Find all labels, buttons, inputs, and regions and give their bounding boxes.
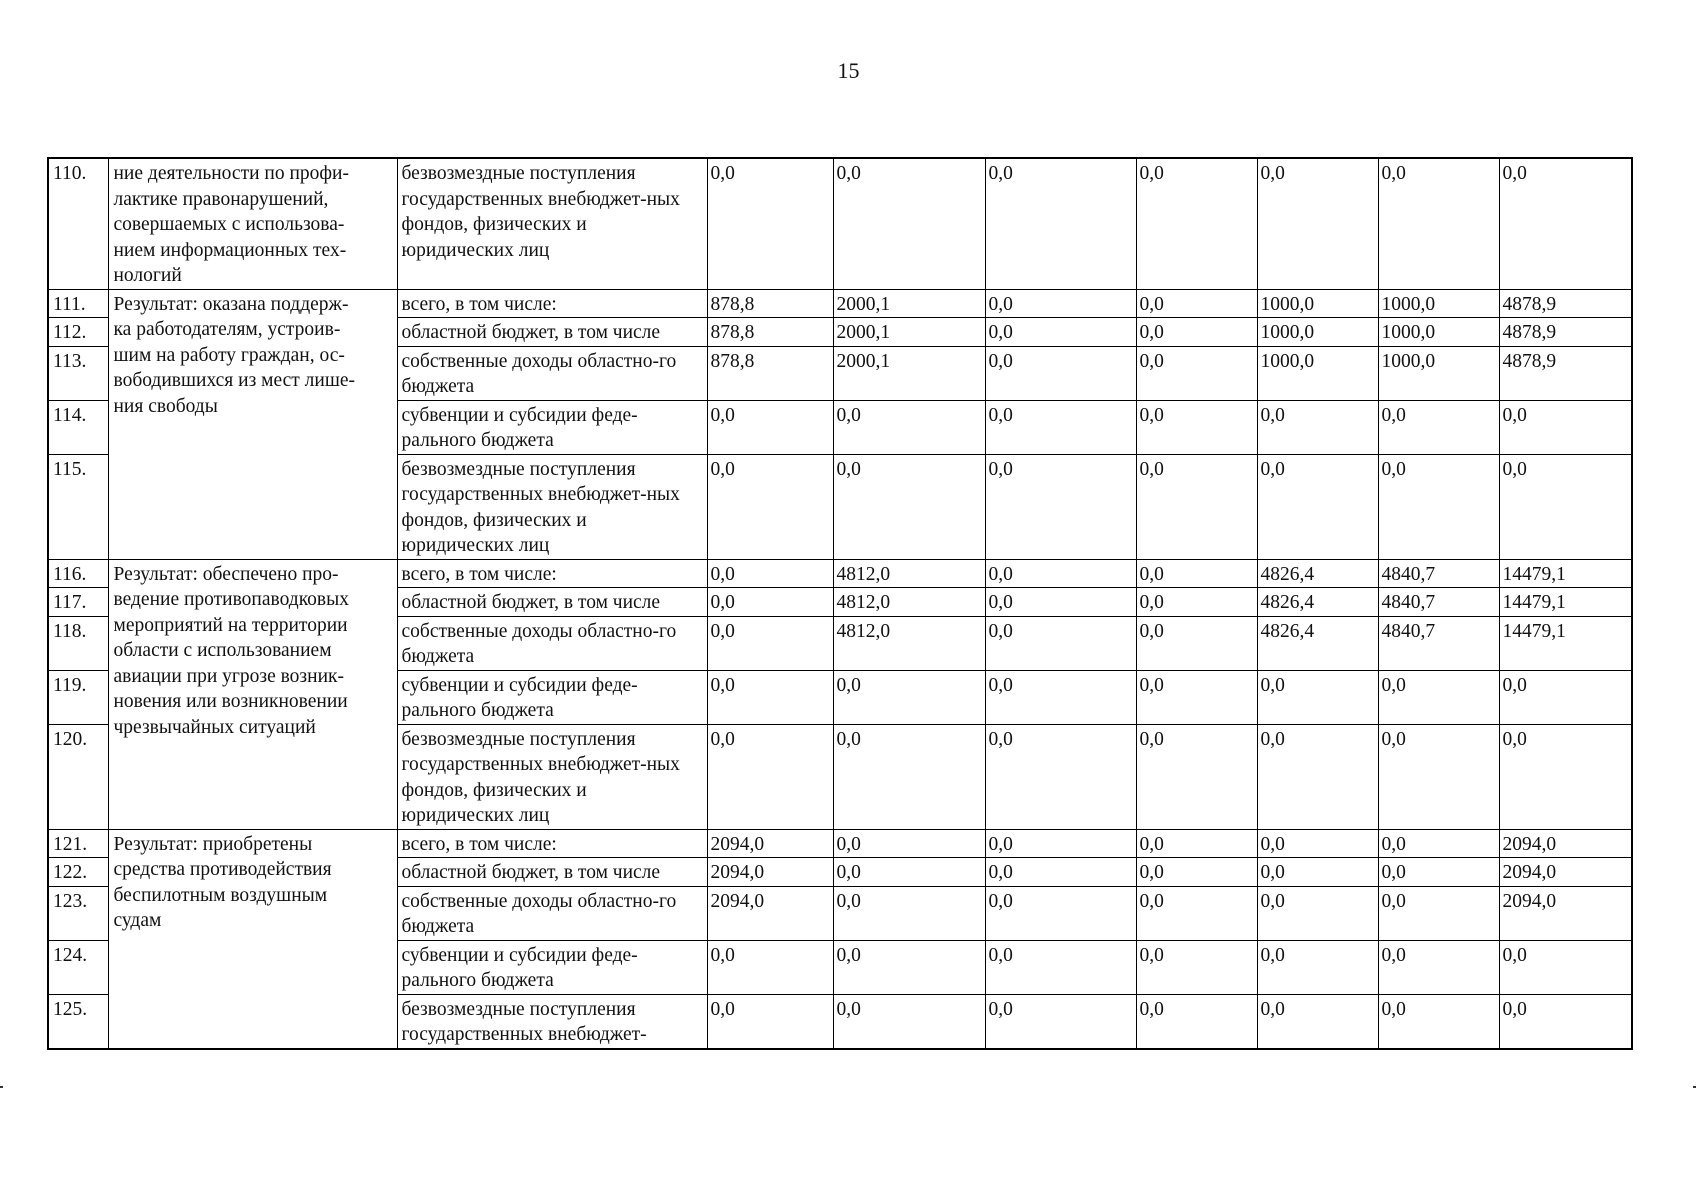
- row-number: 117.: [48, 588, 108, 617]
- amount-cell: 878,8: [707, 318, 833, 347]
- scan-edge-mark-left: [0, 1086, 3, 1088]
- amount-cell: 1000,0: [1257, 346, 1378, 400]
- amount-cell: 2094,0: [1499, 886, 1632, 940]
- amount-cell: 0,0: [833, 940, 985, 994]
- amount-cell: 0,0: [1378, 886, 1499, 940]
- amount-cell: 0,0: [707, 588, 833, 617]
- funding-source: субвенции и субсидии феде-рального бюджета: [397, 400, 707, 454]
- amount-cell: 0,0: [707, 670, 833, 724]
- budget-table-container: [47, 157, 1630, 1050]
- amount-cell: 0,0: [985, 724, 1136, 829]
- amount-cell: 0,0: [1136, 559, 1257, 588]
- amount-cell: 0,0: [833, 454, 985, 559]
- amount-cell: 0,0: [1378, 400, 1499, 454]
- amount-cell: 4840,7: [1378, 588, 1499, 617]
- amount-cell: 0,0: [1257, 858, 1378, 887]
- amount-cell: 0,0: [707, 400, 833, 454]
- amount-cell: 0,0: [1136, 994, 1257, 1049]
- amount-cell: 0,0: [1257, 829, 1378, 858]
- amount-cell: 0,0: [1499, 670, 1632, 724]
- amount-cell: 0,0: [1499, 724, 1632, 829]
- amount-cell: 0,0: [833, 829, 985, 858]
- scan-edge-mark-right: [1693, 1086, 1696, 1088]
- amount-cell: 0,0: [1136, 940, 1257, 994]
- amount-cell: 2094,0: [1499, 829, 1632, 858]
- funding-source: областной бюджет, в том числе: [397, 588, 707, 617]
- table-row: [48, 158, 1632, 289]
- table-body: [48, 158, 1632, 1049]
- amount-cell: 2094,0: [707, 858, 833, 887]
- amount-cell: 878,8: [707, 346, 833, 400]
- amount-cell: 0,0: [1136, 346, 1257, 400]
- amount-cell: 0,0: [1499, 994, 1632, 1049]
- table-row: [48, 829, 1632, 858]
- amount-cell: 0,0: [707, 559, 833, 588]
- amount-cell: 0,0: [1378, 724, 1499, 829]
- amount-cell: 0,0: [833, 724, 985, 829]
- amount-cell: 0,0: [1499, 158, 1632, 289]
- funding-source: областной бюджет, в том числе: [397, 858, 707, 887]
- amount-cell: 0,0: [833, 158, 985, 289]
- amount-cell: 2094,0: [707, 886, 833, 940]
- amount-cell: 0,0: [1257, 400, 1378, 454]
- amount-cell: 0,0: [1136, 400, 1257, 454]
- amount-cell: 14479,1: [1499, 559, 1632, 588]
- amount-cell: 0,0: [833, 858, 985, 887]
- amount-cell: 4812,0: [833, 616, 985, 670]
- amount-cell: 0,0: [985, 289, 1136, 318]
- amount-cell: 2000,1: [833, 289, 985, 318]
- amount-cell: 0,0: [833, 994, 985, 1049]
- amount-cell: 4840,7: [1378, 559, 1499, 588]
- amount-cell: 1000,0: [1378, 289, 1499, 318]
- amount-cell: 0,0: [1257, 454, 1378, 559]
- amount-cell: 0,0: [1378, 829, 1499, 858]
- amount-cell: 4878,9: [1499, 289, 1632, 318]
- row-number: 114.: [48, 400, 108, 454]
- result-description: ние деятельности по профи- лактике правонарушений, совершаемых с использова- нием информационных тех- нологий: [108, 158, 397, 289]
- amount-cell: 0,0: [1136, 454, 1257, 559]
- amount-cell: 0,0: [985, 588, 1136, 617]
- amount-cell: 0,0: [985, 346, 1136, 400]
- amount-cell: 4826,4: [1257, 616, 1378, 670]
- amount-cell: 0,0: [1378, 940, 1499, 994]
- row-number: 116.: [48, 559, 108, 588]
- amount-cell: 0,0: [833, 670, 985, 724]
- amount-cell: 0,0: [1257, 940, 1378, 994]
- table-row: [48, 559, 1632, 588]
- funding-source: всего, в том числе:: [397, 829, 707, 858]
- amount-cell: 0,0: [985, 454, 1136, 559]
- funding-source: собственные доходы областно-го бюджета: [397, 886, 707, 940]
- amount-cell: 0,0: [1378, 670, 1499, 724]
- amount-cell: 0,0: [707, 994, 833, 1049]
- row-number: 111.: [48, 289, 108, 318]
- amount-cell: 2094,0: [1499, 858, 1632, 887]
- amount-cell: 0,0: [985, 994, 1136, 1049]
- amount-cell: 0,0: [985, 670, 1136, 724]
- amount-cell: 14479,1: [1499, 588, 1632, 617]
- table-row: [48, 289, 1632, 318]
- row-number: 119.: [48, 670, 108, 724]
- amount-cell: 0,0: [1257, 670, 1378, 724]
- amount-cell: 1000,0: [1378, 346, 1499, 400]
- funding-source: областной бюджет, в том числе: [397, 318, 707, 347]
- funding-source: безвозмездные поступления государственных внебюджет-: [397, 994, 707, 1049]
- funding-source: всего, в том числе:: [397, 289, 707, 318]
- amount-cell: 0,0: [985, 158, 1136, 289]
- amount-cell: 0,0: [707, 454, 833, 559]
- amount-cell: 4826,4: [1257, 588, 1378, 617]
- row-number: 122.: [48, 858, 108, 887]
- amount-cell: 0,0: [985, 886, 1136, 940]
- amount-cell: 4878,9: [1499, 318, 1632, 347]
- amount-cell: 0,0: [985, 940, 1136, 994]
- row-number: 125.: [48, 994, 108, 1049]
- amount-cell: 0,0: [1378, 158, 1499, 289]
- amount-cell: 0,0: [985, 829, 1136, 858]
- amount-cell: 0,0: [707, 724, 833, 829]
- funding-source: субвенции и субсидии феде-рального бюджета: [397, 670, 707, 724]
- amount-cell: 0,0: [1499, 454, 1632, 559]
- row-number: 123.: [48, 886, 108, 940]
- amount-cell: 1000,0: [1257, 318, 1378, 347]
- amount-cell: 0,0: [1136, 289, 1257, 318]
- amount-cell: 0,0: [1136, 829, 1257, 858]
- amount-cell: 878,8: [707, 289, 833, 318]
- amount-cell: 4812,0: [833, 588, 985, 617]
- row-number: 121.: [48, 829, 108, 858]
- amount-cell: 0,0: [833, 886, 985, 940]
- amount-cell: 0,0: [1499, 400, 1632, 454]
- result-description: Результат: обеспечено про- ведение противопаводковых мероприятий на территории области с использованием авиации при угрозе возник- новения или возникновении чрезвычайных ситуаций: [108, 559, 397, 829]
- row-number: 118.: [48, 616, 108, 670]
- amount-cell: 0,0: [1257, 886, 1378, 940]
- amount-cell: 2094,0: [707, 829, 833, 858]
- amount-cell: 0,0: [1136, 858, 1257, 887]
- amount-cell: 0,0: [1378, 994, 1499, 1049]
- budget-table: [47, 157, 1633, 1050]
- amount-cell: 0,0: [1136, 886, 1257, 940]
- amount-cell: 2000,1: [833, 346, 985, 400]
- funding-source: всего, в том числе:: [397, 559, 707, 588]
- row-number: 124.: [48, 940, 108, 994]
- amount-cell: 0,0: [1136, 670, 1257, 724]
- amount-cell: 0,0: [707, 940, 833, 994]
- amount-cell: 0,0: [1136, 588, 1257, 617]
- amount-cell: 4826,4: [1257, 559, 1378, 588]
- funding-source: безвозмездные поступления государственных внебюджет-ных фондов, физических и юридических лиц: [397, 158, 707, 289]
- funding-source: собственные доходы областно-го бюджета: [397, 616, 707, 670]
- amount-cell: 0,0: [1136, 724, 1257, 829]
- row-number: 115.: [48, 454, 108, 559]
- amount-cell: 0,0: [985, 858, 1136, 887]
- page-number: 15: [837, 58, 860, 83]
- result-description: Результат: оказана поддерж- ка работодателям, устроив- шим на работу граждан, ос- вободившихся из мест лише- ния свободы: [108, 289, 397, 559]
- amount-cell: 1000,0: [1378, 318, 1499, 347]
- amount-cell: 0,0: [1257, 994, 1378, 1049]
- amount-cell: 0,0: [985, 616, 1136, 670]
- amount-cell: 0,0: [1378, 454, 1499, 559]
- amount-cell: 0,0: [1257, 158, 1378, 289]
- row-number: 112.: [48, 318, 108, 347]
- amount-cell: 0,0: [707, 158, 833, 289]
- amount-cell: 0,0: [1136, 158, 1257, 289]
- amount-cell: 0,0: [1499, 940, 1632, 994]
- amount-cell: 14479,1: [1499, 616, 1632, 670]
- funding-source: собственные доходы областно-го бюджета: [397, 346, 707, 400]
- amount-cell: 0,0: [1136, 616, 1257, 670]
- row-number: 110.: [48, 158, 108, 289]
- funding-source: безвозмездные поступления государственных внебюджет-ных фондов, физических и юридических лиц: [397, 724, 707, 829]
- amount-cell: 0,0: [985, 400, 1136, 454]
- amount-cell: 0,0: [833, 400, 985, 454]
- amount-cell: 2000,1: [833, 318, 985, 347]
- amount-cell: 0,0: [1136, 318, 1257, 347]
- amount-cell: 0,0: [985, 318, 1136, 347]
- amount-cell: 4840,7: [1378, 616, 1499, 670]
- amount-cell: 0,0: [1378, 858, 1499, 887]
- amount-cell: 4878,9: [1499, 346, 1632, 400]
- amount-cell: 0,0: [707, 616, 833, 670]
- amount-cell: 4812,0: [833, 559, 985, 588]
- funding-source: субвенции и субсидии феде-рального бюджета: [397, 940, 707, 994]
- row-number: 113.: [48, 346, 108, 400]
- row-number: 120.: [48, 724, 108, 829]
- amount-cell: 1000,0: [1257, 289, 1378, 318]
- result-description: Результат: приобретены средства противодействия беспилотным воздушным судам: [108, 829, 397, 1049]
- funding-source: безвозмездные поступления государственных внебюджет-ных фондов, физических и юридических лиц: [397, 454, 707, 559]
- amount-cell: 0,0: [985, 559, 1136, 588]
- amount-cell: 0,0: [1257, 724, 1378, 829]
